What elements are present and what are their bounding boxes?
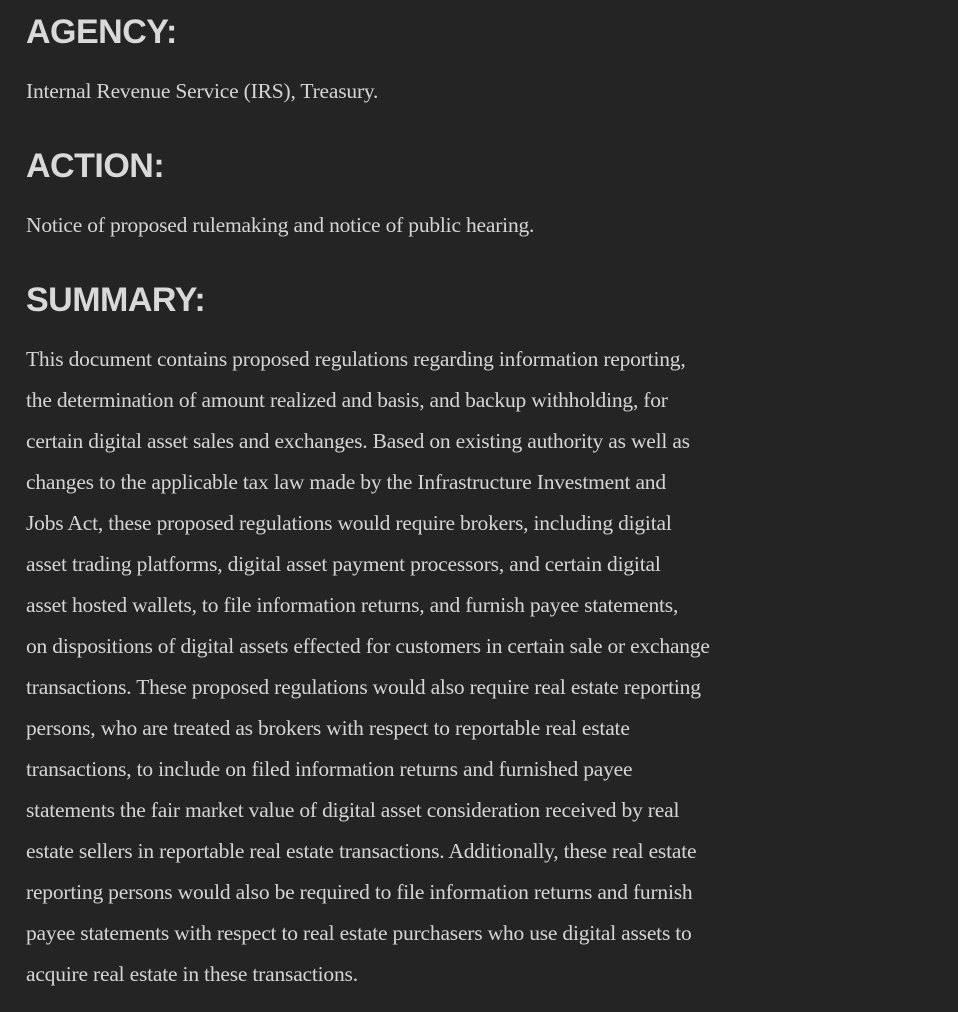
paragraph-line: changes to the applicable tax law made by the Infrastructure Investment and [26, 470, 666, 494]
paragraph-line: Internal Revenue Service (IRS), Treasury. [26, 79, 379, 103]
paragraph-line: the determination of amount realized and basis, and backup withholding, for [26, 388, 668, 412]
summary-text [26, 339, 932, 995]
paragraph-line: asset trading platforms, digital asset payment processors, and certain digital [26, 552, 661, 576]
paragraph-line: Jobs Act, these proposed regulations would require brokers, including digital [26, 511, 672, 535]
paragraph-line: on dispositions of digital assets effected for customers in certain sale or exchange [26, 634, 710, 658]
paragraph-line: certain digital asset sales and exchanges. Based on existing authority as well as [26, 429, 690, 453]
section-summary [26, 278, 932, 995]
section-agency [26, 10, 932, 112]
paragraph-line: asset hosted wallets, to file information returns, and furnish payee statements, [26, 593, 679, 617]
paragraph-line: Notice of proposed rulemaking and notice of public hearing. [26, 213, 535, 237]
paragraph-line: This document contains proposed regulations regarding information reporting, [26, 347, 686, 371]
paragraph-line: persons, who are treated as brokers with respect to reportable real estate [26, 716, 630, 740]
agency-text [26, 71, 932, 112]
paragraph-line: transactions. These proposed regulations would also require real estate reporting [26, 675, 701, 699]
paragraph-line: payee statements with respect to real estate purchasers who use digital assets to [26, 921, 692, 945]
paragraph-line: reporting persons would also be required to file information returns and furnish [26, 880, 693, 904]
paragraph-line: estate sellers in reportable real estate transactions. Additionally, these real estate [26, 839, 697, 863]
agency-heading: AGENCY: [26, 13, 177, 51]
action-heading: ACTION: [26, 147, 165, 185]
action-text [26, 205, 932, 246]
section-action [26, 144, 932, 246]
paragraph-line: statements the fair market value of digital asset consideration received by real [26, 798, 680, 822]
paragraph-line: transactions, to include on filed information returns and furnished payee [26, 757, 633, 781]
summary-heading: SUMMARY: [26, 281, 206, 319]
paragraph-line: acquire real estate in these transactions. [26, 962, 358, 986]
